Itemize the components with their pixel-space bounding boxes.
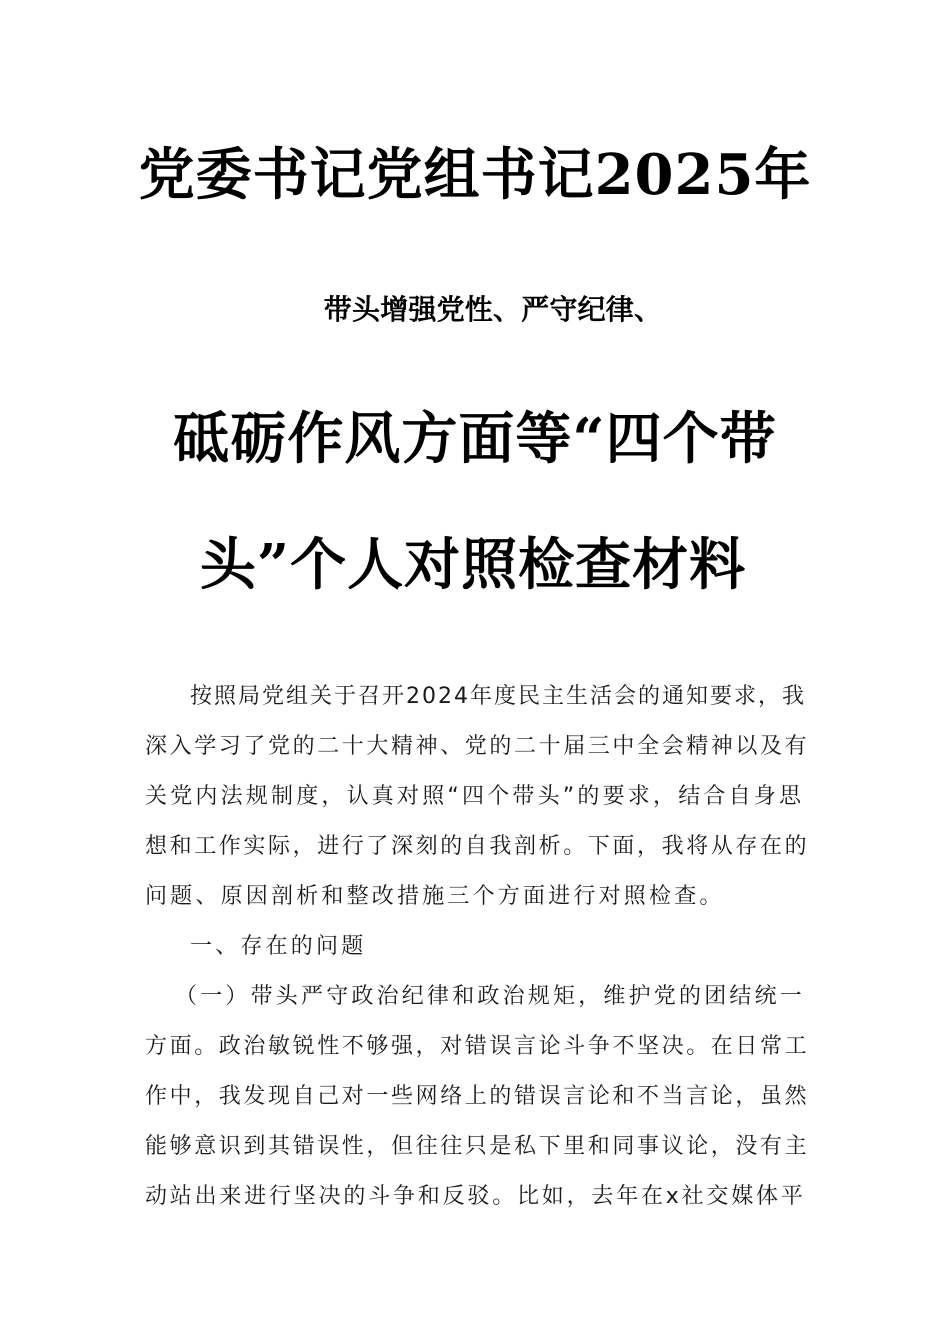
body-line-2: 深入学习了党的二十大精神、党的二十届三中全会精神以及有 <box>145 734 810 759</box>
body-line-9: 作中，我发现自己对一些网络上的错误言论和不当言论，虽然 <box>145 1084 810 1109</box>
body-line-10: 能够意识到其错误性，但往往只是私下里和同事议论，没有主 <box>145 1134 810 1159</box>
body-line-11: 动站出来进行坚决的斗争和反驳。比如，去年在x社交媒体平 <box>145 1184 806 1209</box>
body-line-8: 方面。政治敏锐性不够强，对错误言论斗争不坚决。在日常工 <box>145 1034 810 1059</box>
section-heading: 一、存在的问题 <box>190 934 367 959</box>
subsection-heading: （一）带头严守政治纪律和政治规矩，维护党的团结统一 <box>175 984 806 1009</box>
body-line-3: 关党内法规制度，认真对照“四个带头”的要求，结合自身思 <box>145 784 805 809</box>
body-line-4: 想和工作实际，进行了深刻的自我剖析。下面，我将从存在的 <box>145 834 810 859</box>
title-line-4: 头”个人对照检查材料 <box>199 532 747 598</box>
title-line-2: 带头增强党性、严守纪律、 <box>323 293 663 326</box>
body-line-5: 问题、原因剖析和整改措施三个方面进行对照检查。 <box>145 884 725 909</box>
title-line-3: 砥砺作风方面等“四个带 <box>173 406 777 472</box>
body-line-1: 按照局党组关于召开2024年度民主生活会的通知要求，我 <box>190 684 806 709</box>
title-line-1: 党委书记党组书记2025年 <box>138 142 812 208</box>
